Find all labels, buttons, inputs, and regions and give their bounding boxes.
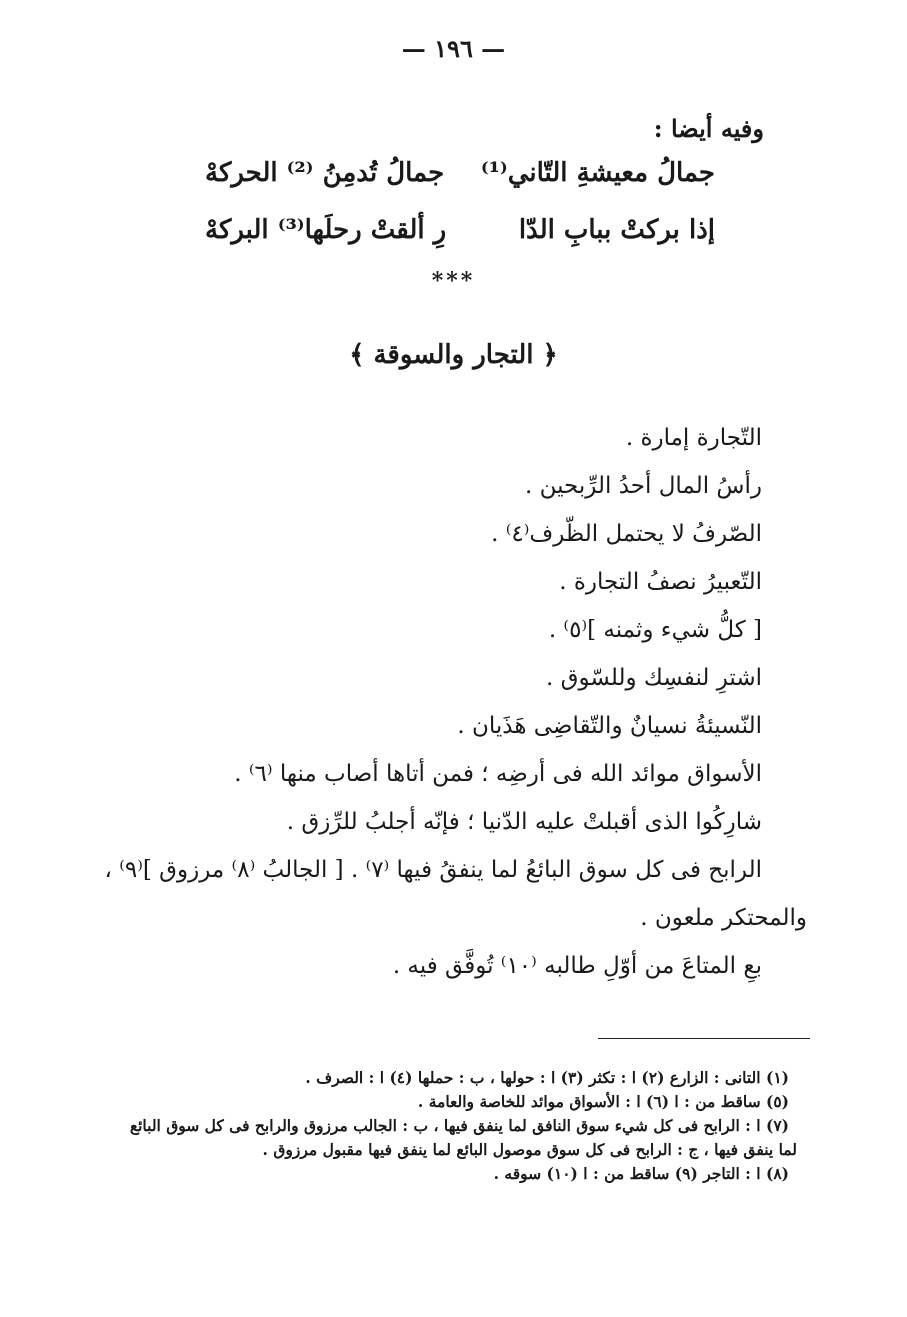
footnotes [79,1066,797,1186]
verse-line [205,215,715,245]
verse-second-hemistich: جمالُ تُدمِنُ ⁽²⁾ الحركهْ [205,158,445,188]
saying: [ كلُّ شيء وثمنه ]⁽٥⁾ . [548,617,762,643]
saying: رأسُ المال أحدُ الرِّبحين . [524,473,762,499]
section-separator: *** [431,268,476,294]
footnote-divider [598,1038,810,1039]
verse-first-hemistich: إذا بركتْ ببابِ الدّا [518,215,715,245]
intro-line: وفيه أيضا : [653,114,764,143]
footnote-line: (٥) ساقط من : ا (٦) ا : الأسواق موائد للخاصة والعامة . [417,1092,789,1111]
saying: اشترِ لنفسِك وللسّوق . [546,665,762,691]
saying: التّعبيرُ نصفُ التجارة . [559,569,762,595]
verse-line [205,158,715,188]
section-title: ﴿ التجار والسوقة ﴾ [349,340,558,370]
footnote-line: لما ينفق فيها ، ج : الرابح فى كل سوق موصول البائع لما ينفق فيها مقبول مرزوق . [262,1140,797,1159]
footnote-line: (٨) ا : التاجر (٩) ساقط من : ا (١٠) سوقه . [493,1164,789,1183]
sayings-list [82,418,807,994]
footnote-line: (١) التانى : الزارع (٢) ا : تكثر (٣) ا : حولها ، ب : حملها (٤) ا : الصرف . [305,1068,789,1087]
verse-first-hemistich: جمالُ معيشةِ التّاني⁽¹⁾ [480,158,715,188]
saying: شارِكُوا الذى أقبلتْ عليه الدّنيا ؛ فإنّه أجلبُ للرِّزق . [286,809,762,835]
verse-second-hemistich: رِ ألقتْ رحلَها⁽³⁾ البركهْ [205,215,447,245]
saying: الرابح فى كل سوق البائعُ لما ينفقُ فيها ⁽٧⁾ . [ الجالبُ ⁽٨⁾ مرزوق ]⁽٩⁾ ، [104,857,762,883]
saying: الأسواق موائد الله فى أرضِه ؛ فمن أتاها أصاب منها ⁽٦⁾ . [234,761,762,787]
footnote-line: (٧) ا : الرابح فى كل شيء سوق النافق لما ينفق فيها ، ب : الجالب مرزوق والرابح فى كل سوق البائع [129,1116,789,1135]
page-number: — ١٩٦ — [401,34,506,63]
saying: الصّرفُ لا يحتمل الظّرف⁽٤⁾ . [491,521,762,547]
saying: بعِ المتاعَ من أوّلِ طالبه ⁽١٠⁾ تُوفَّق فيه . [392,953,762,979]
saying-continuation: والمحتكر ملعون . [640,905,807,931]
saying: التّجارة إمارة . [625,425,762,451]
saying: النّسيئةُ نسيانٌ والتّقاضِى هَذَيان . [457,713,762,739]
